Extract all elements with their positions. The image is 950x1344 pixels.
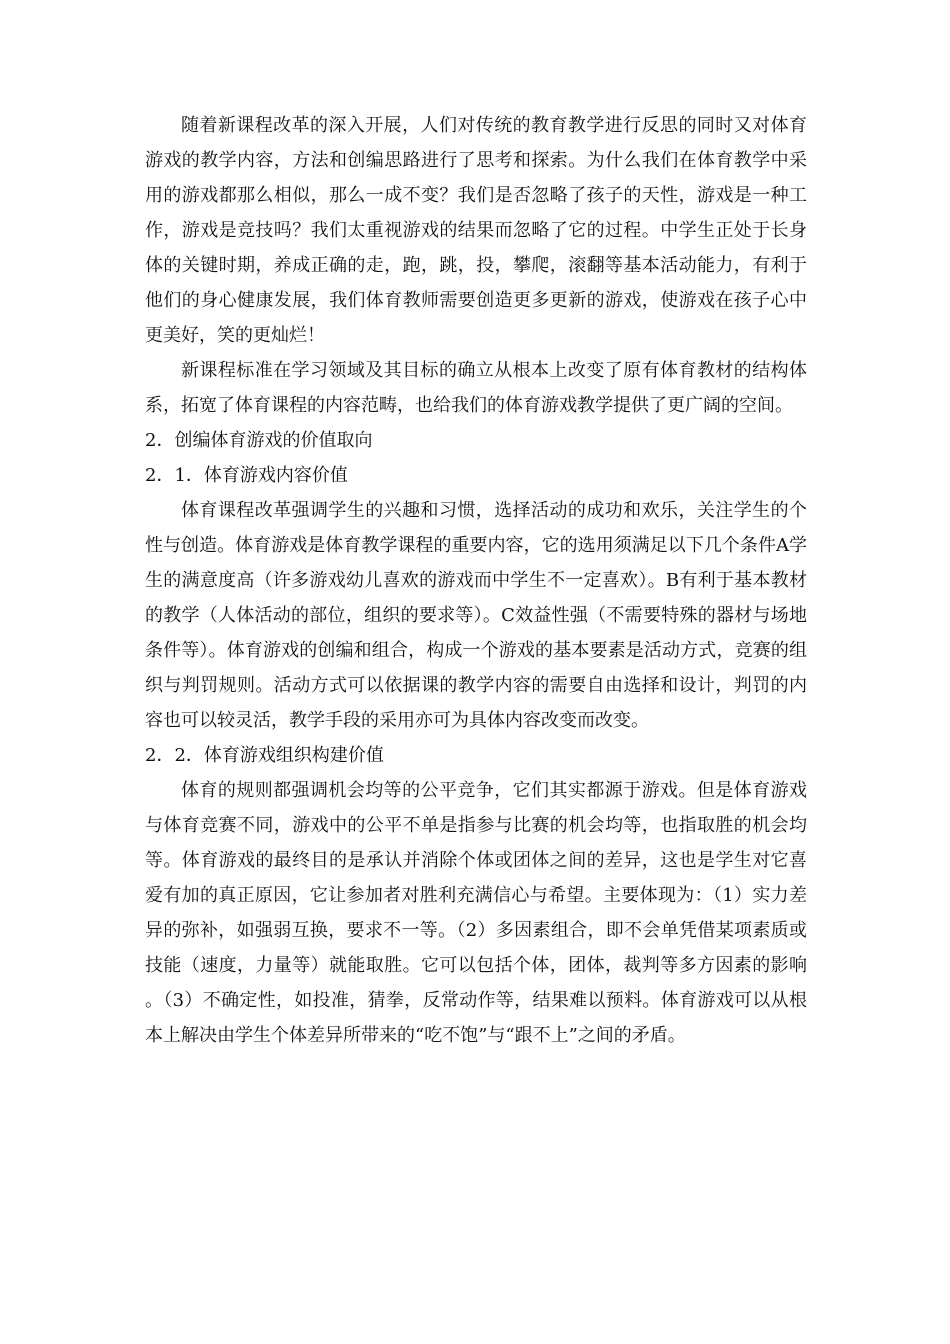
section-heading-2: 2．创编体育游戏的价值取向: [145, 430, 373, 451]
paragraph-content-value: 体育课程改革强调学生的兴趣和习惯，选择活动的成功和欢乐，关注学生的个性与创造。体育游戏是体育教学课程的重要内容，它的选用须满足以下几个条件A学生的满意度高（许多游戏幼儿喜欢的游戏而中学生不一定喜欢）。B有利于基本教材的教学（人体活动的部位，组织的要求等）。C效益性强（不需要特殊的器材与场地条件等）。体育游戏的创编和组合，构成一个游戏的基本要素是活动方式，竞赛的组织与判罚规则。活动方式可以依据课的教学内容的需要自由选择和设计，判罚的内容也可以较灵活，教学手段的采用亦可为具体内容改变而改变。: [145, 500, 807, 731]
document-body: [145, 108, 807, 1053]
paragraph-intro: 随着新课程改革的深入开展，人们对传统的教育教学进行反思的同时又对体育游戏的教学内容，方法和创编思路进行了思考和探索。为什么我们在体育教学中采用的游戏都那么相似，那么一成不变？我们是否忽略了孩子的天性，游戏是一种工作，游戏是竞技吗？我们太重视游戏的结果而忽略了它的过程。中学生正处于长身体的关键时期，养成正确的走，跑，跳，投，攀爬，滚翻等基本活动能力，有利于他们的身心健康发展，我们体育教师需要创造更多更新的游戏，使游戏在孩子心中更美好，笑的更灿烂！: [145, 115, 807, 346]
paragraph-organization-value: 体育的规则都强调机会均等的公平竞争，它们其实都源于游戏。但是体育游戏与体育竞赛不同，游戏中的公平不单是指参与比赛的机会均等，也指取胜的机会均等。体育游戏的最终目的是承认并消除个体或团体之间的差异，这也是学生对它喜爱有加的真正原因，它让参加者对胜利充满信心与希望。主要体现为：（1）实力差异的弥补，如强弱互换，要求不一等。（2）多因素组合，即不会单凭借某项素质或技能（速度，力量等）就能取胜。它可以包括个体，团体，裁判等多方因素的影响。（3）不确定性，如投准，猜拳，反常动作等，结果难以预料。体育游戏可以从根本上解决由学生个体差异所带来的“吃不饱”与“跟不上”之间的矛盾。: [145, 780, 807, 1046]
paragraph-curriculum-standard: 新课程标准在学习领域及其目标的确立从根本上改变了原有体育教材的结构体系，拓宽了体育课程的内容范畴，也给我们的体育游戏教学提供了更广阔的空间。: [145, 360, 807, 416]
section-heading-2-2: 2．2．体育游戏组织构建价值: [145, 745, 384, 766]
section-heading-2-1: 2．1．体育游戏内容价值: [145, 465, 348, 486]
